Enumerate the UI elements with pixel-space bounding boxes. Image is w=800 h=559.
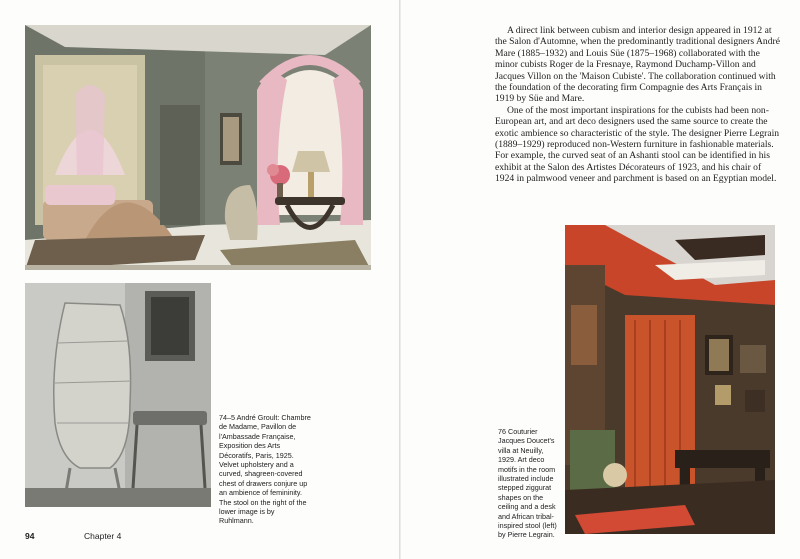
body-paragraph: One of the most important inspirations for the cubists had been non-European art, and art deco designers used the same source to create the exotic ambience so characteristic of the style. The designer Pierre Legrain (1889–1929) reproduced non-Western furniture in fashionable materials. For example, the curved seat of an Ashanti stool can be identified in his exhibit at the Salon des Artistes Décorateurs of 1923, and his chair of 1924 in palmwood veneer and parchment is based on an Egyptian model. (495, 104, 780, 185)
left-caption-text: André Groult: Chambre de Madame, Pavillon de l'Ambassade Française, Exposition des Arts Décoratifs, Paris, 1925. Velvet upholstery and a curved, shagreen-covered chest of drawers conjure up an ambience of femininity. The stool on the right of the lower image is by Ruhlmann. (219, 413, 311, 526)
villa-photo-svg (565, 225, 775, 534)
left-caption-figure-numbers: 74–5 (219, 413, 235, 422)
chest-photo-svg (25, 283, 211, 507)
left-figure-caption (219, 413, 311, 526)
right-caption-text: Couturier Jacques Doucet's villa at Neuilly, 1929. Art deco motifs in the room illustrated include stepped ziggurat shapes on the ceiling and a desk and African tribal-inspired stool (left) by Pierre Legrain. (498, 427, 557, 540)
body-paragraph: A direct link between cubism and interior design appeared in 1912 at the Salon d'Automne, when the predominantly traditional designers André Mare (1885–1932) and Louis Süe (1875–1968) collaborated with the minor cubists Roger de la Fresnaye, Raymond Duchamp-Villon and Jacques Villon on the 'Maison Cubiste'. The collaboration continued with the foundation of the decorating firm Compagnie des Arts Français in 1919 by Süe and Mare. (495, 25, 780, 105)
doucet-villa-interior-photograph (565, 225, 775, 534)
right-figure-caption (498, 427, 560, 540)
running-footer: Chapter 4 (84, 531, 122, 541)
body-text (495, 25, 781, 185)
bedroom-illustration-image (25, 25, 371, 270)
left-page (0, 0, 399, 559)
bedroom-illustration-svg (25, 25, 371, 270)
page-number: 94 (25, 531, 35, 541)
chest-of-drawers-photograph (25, 283, 211, 507)
right-caption-figure-numbers: 76 (498, 427, 506, 436)
